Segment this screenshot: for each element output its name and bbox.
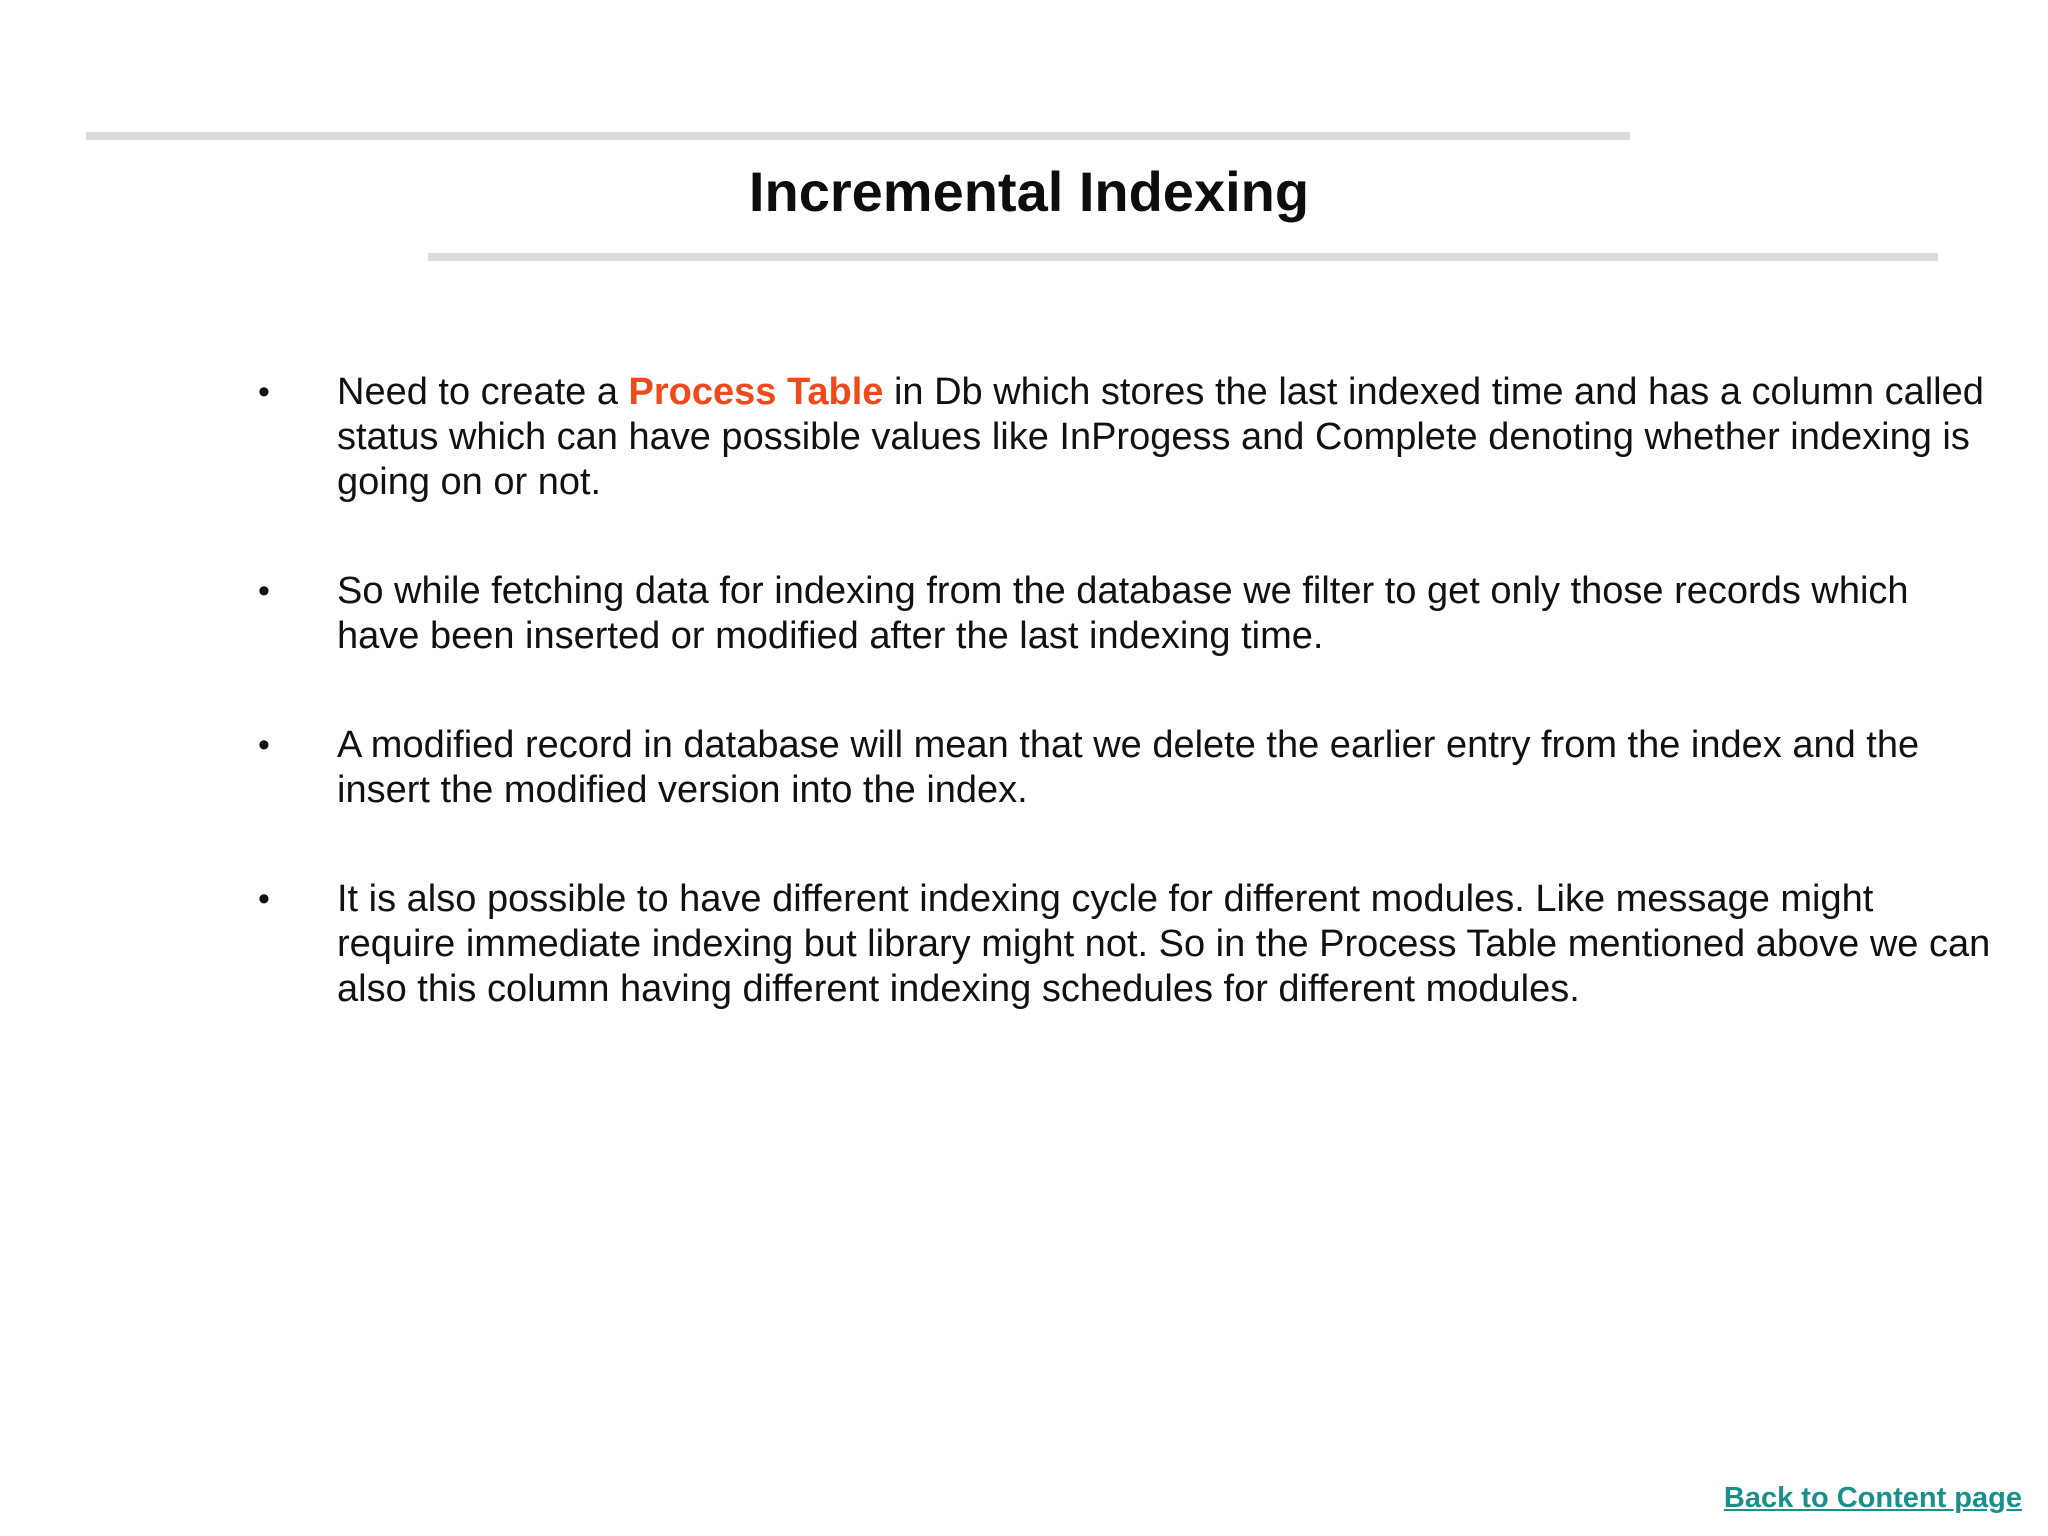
title-bottom-rule [428, 253, 1938, 261]
bullet-text-before: Need to create a [337, 371, 629, 413]
bullet-marker: • [258, 880, 270, 918]
bullet-marker: • [258, 726, 270, 764]
bullet-text: It is also possible to have different indexing cycle for different modules. Like message might require immediate indexing but library might not. So in the Process Table mentioned above we can also this column having different indexing schedules for different modules. [337, 878, 1991, 1010]
process-table-highlight: Process Table [628, 371, 884, 413]
title-top-rule [86, 132, 1630, 140]
bullet-text: So while fetching data for indexing from the database we filter to get only those records which have been inserted or modified after the last indexing time. [337, 570, 1909, 657]
bullet-item-modified-record [0, 723, 2048, 813]
bullet-marker: • [258, 373, 270, 411]
bullet-text: A modified record in database will mean that we delete the earlier entry from the index and the insert the modified version into the index. [337, 724, 1920, 811]
bullet-text [337, 370, 1997, 505]
bullet-text-after: in Db which stores the last indexed time and has a column called status which can have possible values like InProgess and Complete denoting whether indexing is going on or not. [337, 371, 1984, 503]
bullet-marker: • [258, 572, 270, 610]
slide-title: Incremental Indexing [748, 160, 1310, 223]
bullet-item-indexing-cycles [0, 877, 2048, 1012]
back-to-content-link[interactable]: Back to Content page [1723, 1482, 2022, 1514]
bullet-item-process-table [0, 370, 2048, 505]
bullet-list [0, 370, 2048, 1076]
bullet-item-filtering [0, 569, 2048, 659]
